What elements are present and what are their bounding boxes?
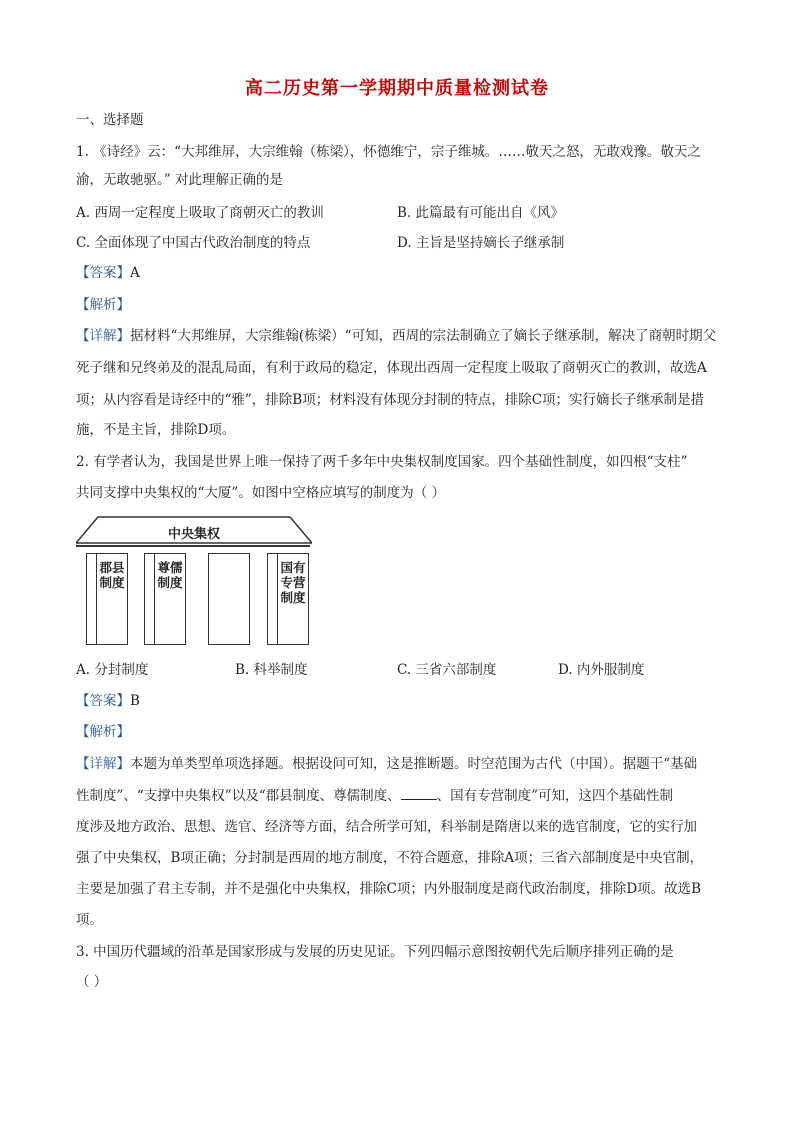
q3-stem-line1: 3. 中国历代疆域的沿革是国家形成与发展的历史见证。下列四幅示意图按朝代先后顺序排列正确的是 (76, 944, 674, 960)
q2-answer (76, 691, 140, 711)
analysis-tag: 【解析】 (76, 297, 130, 313)
q1-stem-line1: 1. 《诗经》云：“大邦维屏，大宗维翰（栋梁），怀德维宁，宗子维城。……敬天之怒，无敢戏豫。敬天之 (76, 144, 701, 160)
detail-tag: 【详解】 (76, 328, 130, 344)
q1-analysis-tag (76, 295, 130, 315)
q1-answer (76, 263, 140, 283)
diagram-roof-label: 中央集权 (167, 527, 220, 542)
detail-text: 本题为单类型单项选择题。根据设问可知，这是推断题。时空范围为古代（中国）。据题干“基础 (130, 756, 698, 772)
detail-text: 据材料“大邦维屏，大宗维翰(栋梁）“可知，西周的宗法制确立了嫡长子继承制，解决了商朝时期父 (130, 328, 717, 344)
diagram-pillar-4 (267, 553, 309, 645)
q2-stem-line2: 共同支撑中央集权的“大厦”。如图中空格应填写的制度为（ ） (76, 485, 446, 501)
q2-analysis-tag (76, 722, 130, 742)
q2-option-a: A. 分封制度 (76, 662, 149, 678)
q3-stem-line2: （ ） (76, 974, 108, 990)
q1-stem-line2: 渝，无敢驰驱。” 对此理解正确的是 (76, 172, 283, 188)
q2-detail-line2 (76, 786, 673, 806)
q2-detail-line1 (76, 754, 697, 774)
q1-detail-line2: 死子继和兄终弟及的混乱局面，有利于政局的稳定，体现出西周一定程度上吸取了商朝灭亡的教训，故选A (76, 360, 707, 376)
q1-option-d: D. 主旨是坚持嫡长子继承制 (397, 235, 565, 251)
q1-detail-line3: 项；从内容看是诗经中的“雅”，排除B项；材料没有体现分封制的特点，排除C项；实行嫡长子继承制是措 (76, 392, 705, 408)
pillar-label: 郡县制度 (99, 560, 125, 590)
q2-stem-line1: 2. 有学者认为，我国是世界上唯一保持了两千多年中央集权制度国家。四个基础性制度，如四根“支柱” (76, 454, 688, 470)
detail-tag: 【详解】 (76, 756, 130, 772)
answer-value: B (130, 693, 140, 709)
diagram-pillar-2 (144, 553, 186, 645)
q1-option-b: B. 此篇最有可能出自《风》 (397, 205, 565, 221)
central-power-diagram (76, 515, 312, 647)
answer-value: A (130, 265, 140, 281)
q2-detail-line4: 强了中央集权，B项正确；分封制是西周的地方制度，不符合题意，排除A项；三省六部制度是中央官制， (76, 850, 704, 866)
q2-detail-line3: 度涉及地方政治、思想、选官、经济等方面，结合所学可知，科举制是隋唐以来的选官制度，它的实行加 (76, 819, 697, 835)
answer-tag: 【答案】 (76, 265, 130, 281)
analysis-tag: 【解析】 (76, 724, 130, 740)
q1-option-a: A. 西周一定程度上吸取了商朝灭亡的教训 (76, 205, 324, 221)
section-heading: 一、选择题 (76, 112, 144, 128)
q2-option-b: B. 科举制度 (235, 662, 308, 678)
pillar-label: 尊儒制度 (157, 560, 183, 590)
diagram-pillar-1 (86, 553, 128, 645)
fill-in-blank (401, 787, 437, 800)
diagram-beam (76, 545, 310, 547)
q2-option-c: C. 三省六部制度 (397, 662, 497, 678)
page-title: 高二历史第一学期期中质量检测试卷 (245, 78, 549, 99)
diagram-pillar-3-blank (208, 553, 250, 645)
pillar-label: 国有专营制度 (280, 560, 306, 605)
q1-detail-line4: 施，不是主旨，排除D项。 (76, 422, 236, 438)
q2-option-d: D. 内外服制度 (558, 662, 645, 678)
answer-tag: 【答案】 (76, 693, 130, 709)
detail-text: 性制度”、“支撑中央集权”以及“郡县制度、尊儒制度、 (76, 788, 401, 804)
detail-text: 、国有专营制度”可知，这四个基础性制 (436, 788, 674, 804)
q1-option-c: C. 全面体现了中国古代政治制度的特点 (76, 235, 311, 251)
q2-detail-line6: 项。 (76, 912, 103, 928)
q1-detail-line1 (76, 326, 716, 346)
q2-detail-line5: 主要是加强了君主专制，并不是强化中央集权，排除C项；内外服制度是商代政治制度，排除D项。故选B (76, 881, 702, 897)
